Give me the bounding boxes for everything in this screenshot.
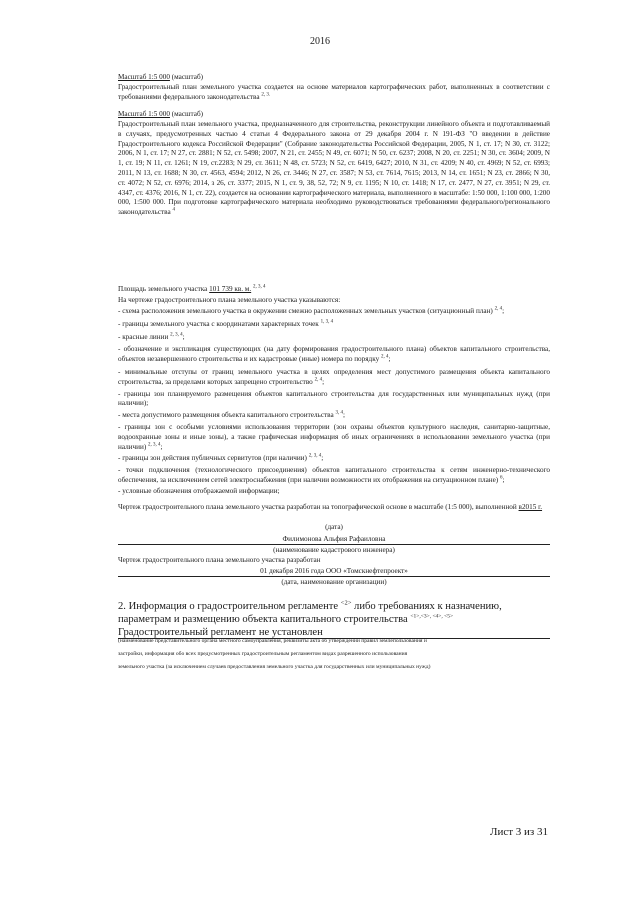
date-caption: (дата) <box>325 523 343 531</box>
regulation-note-1: (наименование представительного органа местного самоуправления, реквизиты акта об утверждении правил землепользования и <box>118 638 427 644</box>
regulation-note-2: застройки, информация обо всех предусмотренных градостроительным регламентом видах разрешенного использования <box>118 651 408 657</box>
page-year-header: 2016 <box>310 36 330 47</box>
scale-description-2 <box>118 120 550 218</box>
list-item: - минимальные отступы от границ земельного участка в целях определения мест допустимого размещения объекта капитального строительства, за пределами которых запрещено строительство $^{2, 4}$; <box>118 367 550 386</box>
list-item: - точки подключения (технологического присоединения) объектов капитального строительства к сетям инженерно-технического обеспечения, за исключением сетей электроснабжения (при наличии возможности их отображения на ситуационном плане) $^6$; <box>118 466 550 484</box>
drawing-basis-text: Чертеж градостроительного плана земельного участка разработан на топографической основе в масштабе (1:5 000), выполненной <box>118 503 519 511</box>
scale-label: Масштаб 1:5 000 <box>118 110 170 118</box>
list-item: - границы зон планируемого размещения объектов капитального строительства для государственных или муниципальных нужд (при наличии); <box>118 389 550 408</box>
area-value: 101 739 кв. м. <box>209 285 252 293</box>
footnote-ref: 2, 3, 4 <box>252 284 266 290</box>
regulation-status: Градостроительный регламент не установлен <box>118 627 323 638</box>
scale-description-1 <box>118 83 550 103</box>
land-area <box>118 285 265 295</box>
scale-text: Градостроительный план земельного участка создается на основе материалов картографических работ, выполненных в соответствии с требованиями федерального законодательства <box>118 83 550 101</box>
scale-suffix: (масштаб) <box>169 110 204 118</box>
area-label: Площадь земельного участка <box>118 285 210 293</box>
regulation-note-3: земельного участка (за исключением случаев предоставления земельного участка для государственных или муниципальных нужд) <box>118 664 431 670</box>
drawing-items-list <box>118 307 550 497</box>
list-item: - схема расположения земельного участка в окружении смежно расположенных земельных участков (ситуационный план) $^{2, 4}$; <box>118 306 505 315</box>
sheet-number: Лист 3 из 31 <box>490 826 549 838</box>
scale-block-1 <box>118 73 203 83</box>
footnote-ref: 2, 3. <box>261 92 271 98</box>
engineer-name: Филимонова Альфия Рафаиловна <box>282 535 386 543</box>
footnote-ref: <2> <box>340 599 352 607</box>
scale-text: Градостроительный план земельного участка, предназначенного для строительства, реконструкции линейного объекта и подготавливаемый в случаях, предусмотренных частью 4 статьи 4 Федерального закона от 29 декабря 2004 г. N 191-ФЗ "О введении в действие Градостроительного кодекса Российской Федерации" (Собрание законодательства Российской Федерации, 2005, N 1, ст. 17; N 30, ст. 3122; 2006, N 1, ст. 17; N 27, ст. 2881; N 52, ст. 5498; 2007, N 21, ст. 2455; N 49, ст. 6071; N 50, ст. 6237; 2008, N 20, ст. 2251; N 30, ст. 3604; 2009, N 1, ст. 19; N 11, ст. 1261; N 19, ст.2283; N 29, ст. 3611; N 48, ст. 5723; N 52, ст. 6419, 6427; 2010, N 31, ст. 4209; N 40, ст. 4969; N 52, ст. 6993; 2011, N 13, ст. 1688; N 30, ст. 4563, 4594; 2012, N 26, ст. 3446; N 27, ст. 3587; N 53, ст. 7614, 7615; 2013, N 14, ст. 1651; N 23, ст. 2866; N 30, ст. 4072; N 52, ст. 6976; 2014, з 26, ст. 3377; 2015, N 1, ст. 9, 38, 52, 72; N 9, ст. 1195; N 10, ст. 1418; N 17, ст. 2477, N 27, ст. 3951; N 29, ст. 4347, ст. 4376; 2016, N 1, ст. 22), создается на основании картографического материала, выполненного в масштабе: 1:50 000, 1:100 000, 1:200 000, 1:500 000. При подготовке картографического материала необходимо руководствоваться требованиями федерального/регионального законодательства <box>118 120 550 217</box>
engineer-caption: (наименование кадастрового инженера) <box>273 546 395 554</box>
org-caption: (дата, наименование организации) <box>281 578 387 586</box>
section-title-text: 2. Информация о градостроительном регламенте <box>118 601 339 612</box>
section-title-text: либо требованиях к назначению, <box>351 601 502 612</box>
org-name: 01 декабря 2016 года ООО «Томскнефтепроект» <box>260 567 408 575</box>
list-item: - места допустимого размещения объекта капитального строительства $^{3, 4}$; <box>118 410 345 420</box>
drawing-basis <box>118 503 550 513</box>
section-2-title-line2 <box>118 613 558 626</box>
developed-text: Чертеж градостроительного плана земельного участка разработан <box>118 556 321 564</box>
list-intro: На чертеже градостроительного плана земельного участка указываются: <box>118 296 341 304</box>
list-item: - условные обозначения отображаемой информации; <box>118 486 280 495</box>
scale-suffix: (масштаб) <box>169 73 204 81</box>
list-item: - границы зон действия публичных сервитутов (при наличии) $^{2, 3, 4}$; <box>118 453 324 463</box>
footnote-ref: 4 <box>172 207 175 213</box>
list-item: - границы зон с особыми условиями использования территории (зон охраны объектов культурного наследия, санитарно-защитные, водоохранные зоны и иные зоны), а также графическая информация об иных ограничениях в использовании земельного участка (при наличии) $^{2, 3, 4}$; <box>118 422 550 451</box>
drawing-date: в2015 г. <box>518 503 543 511</box>
list-item: - красные линии $^{2, 3, 4}$; <box>118 332 185 341</box>
scale-label: Масштаб 1:5 000 <box>118 73 170 81</box>
list-item: - границы земельного участка с координатами характерных точек $^{1, 3, 4}$ <box>118 319 334 328</box>
section-2-title <box>118 600 558 613</box>
list-item: - обозначение и экспликация существующих (на дату формирования градостроительного плана) объектов капитального строительства, объектов незавершенного строительства и их кадастровые (иные) номера по порядку $^{2, 4}$; <box>118 345 550 364</box>
scale-block-2 <box>118 110 203 120</box>
footnote-ref: <1>,<3>, <4>, <5> <box>410 613 454 620</box>
section-title-text: параметрам и размещению объекта капитального строительства <box>118 614 408 625</box>
